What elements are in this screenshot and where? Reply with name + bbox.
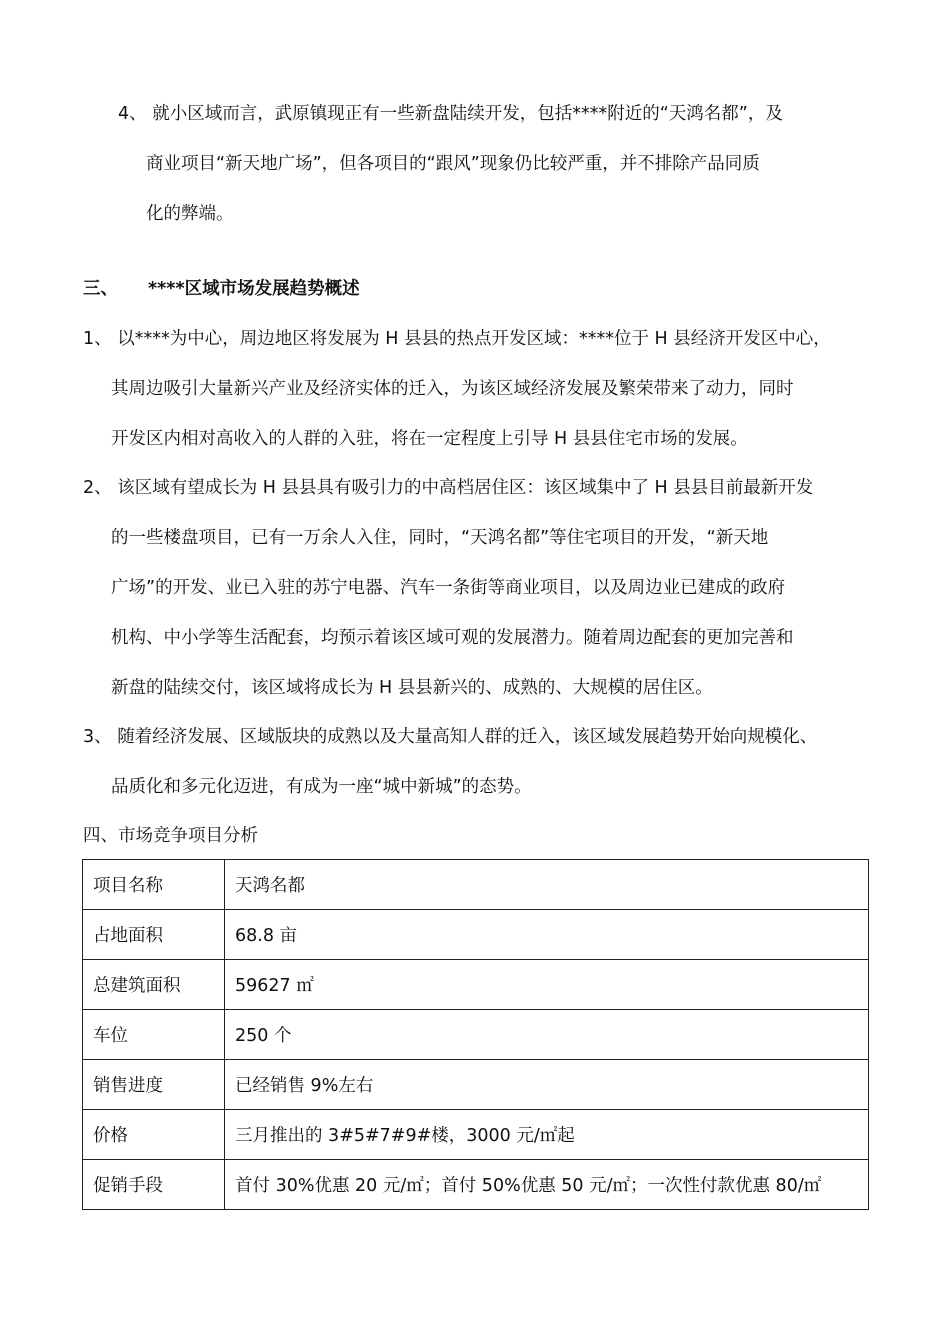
table-value-cell: 三月推出的 3#5#7#9#楼，3000 元/㎡起 bbox=[225, 1110, 869, 1160]
paragraph-line: 品质化和多元化迈进，有成为一座“城中新城”的态势。 bbox=[111, 777, 532, 797]
table-label-cell: 促销手段 bbox=[83, 1160, 225, 1210]
paragraph-line: 机构、中小学等生活配套，均预示着该区域可观的发展潜力。随着周边配套的更加完善和 bbox=[111, 628, 794, 648]
table-label-cell: 项目名称 bbox=[83, 860, 225, 910]
table-row bbox=[83, 910, 869, 960]
paragraph-line: 广场”的开发、业已入驻的苏宁电器、汽车一条街等商业项目，以及周边业已建成的政府 bbox=[111, 578, 786, 598]
paragraph-line: 其周边吸引大量新兴产业及经济实体的迁入，为该区域经济发展及繁荣带来了动力，同时 bbox=[111, 379, 794, 399]
paragraph-line: 2、 该区域有望成长为 H 县县具有吸引力的中高档居住区：该区域集中了 H 县县目前最新开发 bbox=[83, 478, 814, 498]
section-title: ****区域市场发展趋势概述 bbox=[148, 279, 360, 299]
paragraph-line: 开发区内相对高收入的人群的入驻，将在一定程度上引导 H 县县住宅市场的发展。 bbox=[111, 429, 748, 449]
table-row bbox=[83, 960, 869, 1010]
paragraph-line: 4、 就小区域而言，武原镇现正有一些新盘陆续开发，包括****附近的“天鸿名都”，及 bbox=[118, 104, 783, 124]
table-value-cell: 天鸿名都 bbox=[225, 860, 869, 910]
table-label-cell: 占地面积 bbox=[83, 910, 225, 960]
table-value-cell: 59627 ㎡ bbox=[225, 960, 869, 1010]
table-row bbox=[83, 1010, 869, 1060]
table-row bbox=[83, 860, 869, 910]
table-label-cell: 销售进度 bbox=[83, 1060, 225, 1110]
paragraph-line: 的一些楼盘项目，已有一万余人入住，同时，“天鸿名都”等住宅项目的开发，“新天地 bbox=[111, 528, 769, 548]
table-value-cell: 250 个 bbox=[225, 1010, 869, 1060]
table-row bbox=[83, 1060, 869, 1110]
paragraph-line: 化的弊端。 bbox=[146, 204, 234, 224]
section-number: 三、 bbox=[83, 279, 118, 299]
paragraph-line: 1、 以****为中心，周边地区将发展为 H 县县的热点开发区域：****位于 H 县经济开发区中心， bbox=[83, 329, 831, 349]
table-row bbox=[83, 1110, 869, 1160]
paragraph-line: 3、 随着经济发展、区域版块的成熟以及大量高知人群的迁入，该区域发展趋势开始向规模化、 bbox=[83, 727, 818, 747]
table-label-cell: 车位 bbox=[83, 1010, 225, 1060]
project-info-table bbox=[82, 859, 869, 1210]
paragraph-line: 商业项目“新天地广场”，但各项目的“跟风”现象仍比较严重，并不排除产品同质 bbox=[146, 154, 760, 174]
table-value-cell: 已经销售 9%左右 bbox=[225, 1060, 869, 1110]
table-label-cell: 价格 bbox=[83, 1110, 225, 1160]
table-value-cell: 首付 30%优惠 20 元/㎡；首付 50%优惠 50 元/㎡；一次性付款优惠 80/㎡ bbox=[225, 1160, 869, 1210]
table-row bbox=[83, 1160, 869, 1210]
table-label-cell: 总建筑面积 bbox=[83, 960, 225, 1010]
table-value-cell: 68.8 亩 bbox=[225, 910, 869, 960]
paragraph-line: 新盘的陆续交付，该区域将成长为 H 县县新兴的、成熟的、大规模的居住区。 bbox=[111, 678, 713, 698]
section-four-title: 四、市场竞争项目分析 bbox=[83, 826, 258, 846]
